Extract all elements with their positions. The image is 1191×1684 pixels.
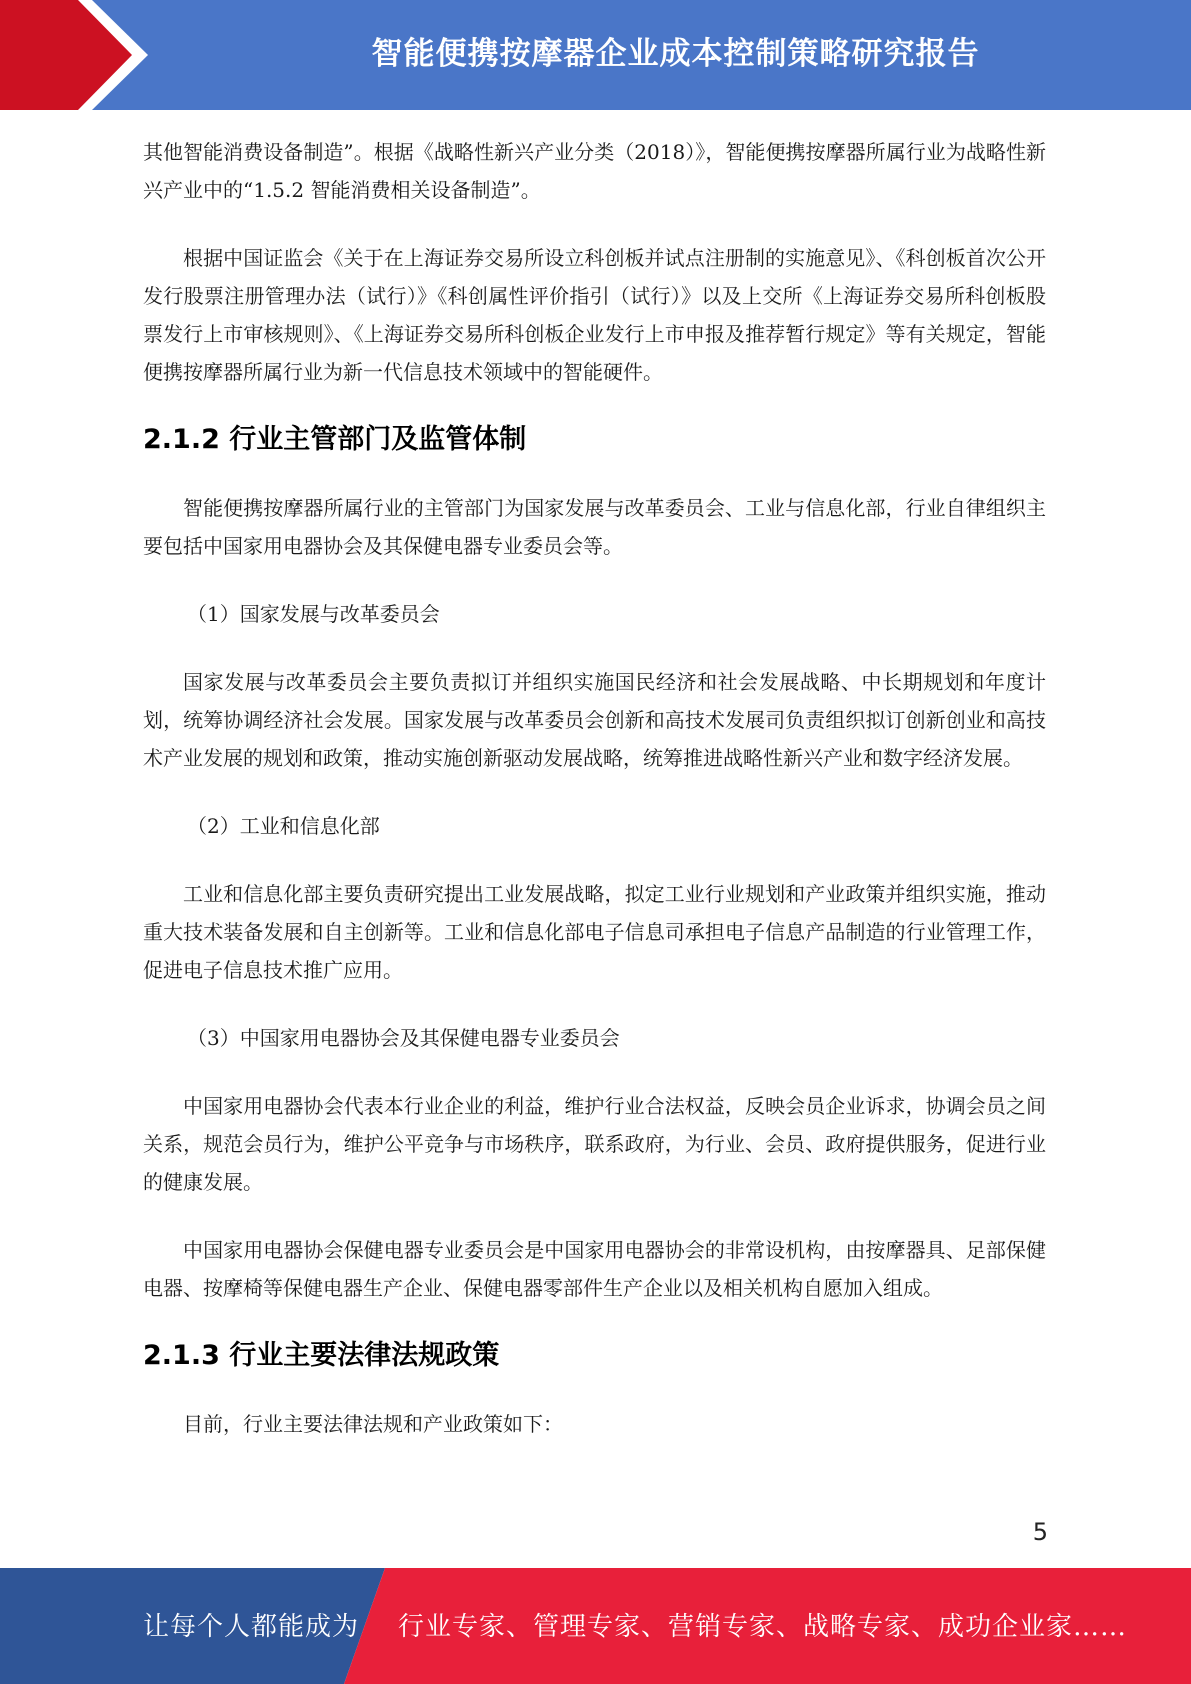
subheading: （3）中国家用电器协会及其保健电器专业委员会: [187, 1026, 620, 1050]
footer-slogan-right: 行业专家、管理专家、营销专家、战略专家、成功企业家……: [398, 1612, 1128, 1642]
subheading: （1）国家发展与改革委员会: [187, 602, 440, 626]
page-header: [0, 0, 1191, 110]
paragraph: 国家发展与改革委员会主要负责拟订并组织实施国民经济和社会发展战略、中长期规划和年度计划，统筹协调经济社会发展。国家发展与改革委员会创新和高技术发展司负责组织拟订创新创业和高技术产业发展的规划和政策，推动实施创新驱动发展战略，统筹推进战略性新兴产业和数字经济发展。: [143, 670, 1046, 770]
report-title: 智能便携按摩器企业成本控制策略研究报告: [371, 36, 980, 72]
document-body: [143, 133, 1046, 1473]
subheading: （2）工业和信息化部: [187, 814, 380, 838]
paragraph: 中国家用电器协会代表本行业企业的利益，维护行业合法权益，反映会员企业诉求，协调会员之间关系，规范会员行为，维护公平竞争与市场秩序，联系政府，为行业、会员、政府提供服务，促进行业的健康发展。: [143, 1094, 1046, 1194]
page-footer: [0, 1568, 1191, 1684]
section-heading-2-1-2: 2.1.2 行业主管部门及监管体制: [143, 424, 527, 455]
footer-slogan-left: 让每个人都能成为: [143, 1612, 360, 1642]
paragraph: 根据中国证监会《关于在上海证券交易所设立科创板并试点注册制的实施意见》、《科创板首次公开发行股票注册管理办法（试行）》《科创属性评价指引（试行）》以及上交所《上海证券交易所科创板股票发行上市审核规则》、《上海证券交易所科创板企业发行上市申报及推荐暂行规定》等有关规定，智能便携按摩器所属行业为新一代信息技术领域中的智能硬件。: [143, 246, 1046, 384]
paragraph: 目前，行业主要法律法规和产业政策如下：: [183, 1412, 563, 1436]
paragraph: 智能便携按摩器所属行业的主管部门为国家发展与改革委员会、工业与信息化部，行业自律组织主要包括中国家用电器协会及其保健电器专业委员会等。: [143, 496, 1046, 558]
section-heading-2-1-3: 2.1.3 行业主要法律法规政策: [143, 1340, 500, 1371]
page-number: 5: [1032, 1518, 1048, 1546]
paragraph: 中国家用电器协会保健电器专业委员会是中国家用电器协会的非常设机构，由按摩器具、足部保健电器、按摩椅等保健电器生产企业、保健电器零部件生产企业以及相关机构自愿加入组成。: [143, 1238, 1046, 1300]
paragraph: 工业和信息化部主要负责研究提出工业发展战略，拟定工业行业规划和产业政策并组织实施，推动重大技术装备发展和自主创新等。工业和信息化部电子信息司承担电子信息产品制造的行业管理工作，促进电子信息技术推广应用。: [143, 882, 1046, 982]
paragraph: 其他智能消费设备制造”。根据《战略性新兴产业分类（2018）》，智能便携按摩器所属行业为战略性新兴产业中的“1.5.2 智能消费相关设备制造”。: [143, 140, 1046, 202]
